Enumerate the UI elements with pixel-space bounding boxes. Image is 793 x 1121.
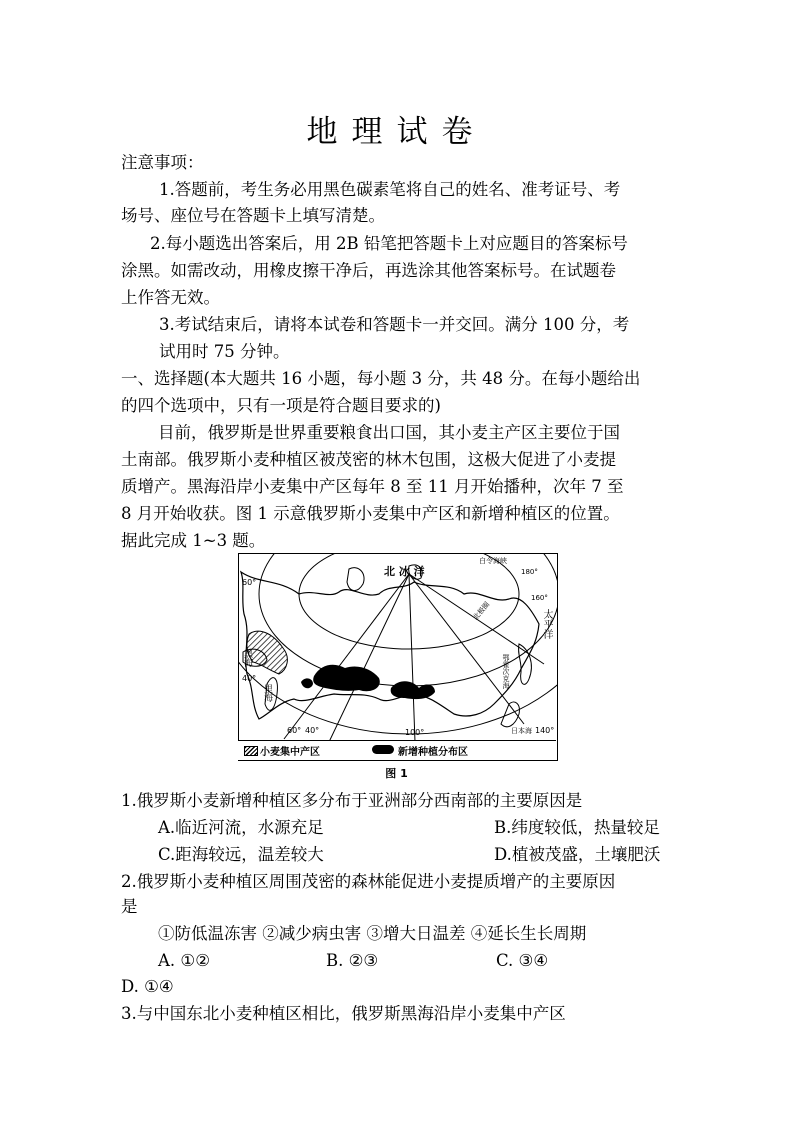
label-lat-60: 60° [242, 578, 257, 587]
meridian-100 [409, 574, 415, 742]
legend-wheat-concentrated: 小麦集中产区 [260, 747, 320, 758]
novaya-zemlya [347, 568, 364, 591]
black-swatch-icon [372, 745, 394, 754]
label-lon-180: 180° [521, 568, 538, 576]
new-planting-area-2 [391, 681, 435, 699]
new-planting-area-3 [301, 678, 313, 688]
label-lon-160: 160° [531, 594, 548, 602]
notice-item-2-line-2: 涂黑。如需改动，用橡皮擦干净后，再选涂其他答案标号。在试题卷 [121, 261, 616, 280]
passage-line-3: 质增产。黑海沿岸小麦集中产区每年 8 至 11 月开始播种，次年 7 至 [121, 477, 624, 496]
q2-statements: ①防低温冻害 ②减少病虫害 ③增大日温差 ④延长生长周期 [158, 924, 587, 943]
exam-title: 地理试卷 [306, 114, 487, 150]
label-bering-strait: 白令海峡 [479, 557, 507, 565]
label-black-sea: 黑海 [242, 649, 252, 667]
section-heading-line-1: 一、选择题(本大题共 16 小题，每小题 3 分，共 48 分。在每小题给出 [121, 369, 641, 388]
notice-item-3-line-1: 3.考试结束后，请将本试卷和答题卡一并交回。满分 100 分，考 [159, 315, 630, 334]
meridian-40 [284, 574, 409, 739]
legend-new-planting: 新增种植分布区 [398, 747, 468, 758]
notice-item-2-line-3: 上作答无效。 [121, 288, 220, 307]
q1-option-b: B.纬度较低，热量较足 [494, 818, 660, 837]
q2-option-d: D. ①④ [121, 977, 174, 996]
russia-coastline [241, 572, 539, 719]
passage-line-4: 8 月开始收获。图 1 示意俄罗斯小麦集中产区和新增种植区的位置。 [121, 504, 620, 523]
q1-option-a: A.临近河流，水源充足 [158, 818, 324, 837]
kamchatka [519, 644, 532, 684]
figure-caption: 图 1 [385, 767, 408, 780]
q1-option-c: C.距海较远，温差较大 [158, 845, 324, 864]
label-arctic-ocean: 北 冰 洋 [384, 565, 425, 578]
q1-stem: 1.俄罗斯小麦新增种植区多分布于亚洲部分西南部的主要原因是 [121, 791, 583, 810]
q3-stem: 3.与中国东北小麦种植区相比，俄罗斯黑海沿岸小麦集中产区 [121, 1004, 566, 1023]
q2-stem-line-2: 是 [121, 897, 138, 916]
notice-item-2-line-1: 2.每小题选出答案后，用 2B 铅笔把答题卡上对应题目的答案标号 [150, 234, 628, 253]
notice-item-1-line-1: 1.答题前，考生务必用黑色碳素笔将自己的姓名、准考证号、考 [159, 180, 621, 199]
q2-option-b: B. ②③ [326, 951, 379, 970]
q2-stem-line-1: 2.俄罗斯小麦种植区周围茂密的森林能促进小麦提质增产的主要原因 [121, 872, 616, 891]
q2-option-c: C. ③④ [496, 951, 549, 970]
label-pacific-ocean: 太平洋 [541, 609, 552, 639]
meridian-60 [329, 574, 409, 742]
map-legend [238, 740, 556, 760]
label-lon-140: 140° [535, 726, 555, 735]
label-lat-40: 40° [242, 674, 257, 683]
label-lon-40: 40° [305, 726, 320, 735]
notice-item-1-line-2: 场号、座位号在答题卡上填写清楚。 [121, 206, 385, 225]
lat-circle-40 [239, 554, 557, 734]
section-heading-line-2: 的四个选项中，只有一项是符合题目要求的) [121, 396, 441, 415]
meridian-140 [409, 574, 524, 724]
notice-heading: 注意事项： [121, 153, 204, 172]
passage-line-2: 土南部。俄罗斯小麦种植区被茂密的林木包围，这极大促进了小麦提 [121, 450, 616, 469]
label-okhotsk-sea: 鄂霍次克海 [502, 654, 510, 689]
passage-line-5: 据此完成 1~3 题。 [121, 531, 266, 550]
q1-option-d: D.植被茂盛，土壤肥沃 [494, 845, 661, 864]
label-lon-100: 100° [405, 728, 425, 737]
new-planting-area-1 [313, 665, 380, 692]
hatch-swatch-icon [244, 746, 258, 756]
label-caspian-sea: 里海 [262, 684, 272, 702]
label-arctic-circle: 北极圈 [471, 600, 492, 622]
notice-item-3-line-2: 试用时 75 分钟。 [159, 342, 290, 361]
label-lon-60: 60° [287, 726, 302, 735]
russia-wheat-map [238, 553, 558, 761]
passage-line-1: 目前，俄罗斯是世界重要粮食出口国，其小麦主产区主要位于国 [158, 423, 620, 442]
label-japan-sea: 日本海 [511, 727, 532, 735]
q2-option-a: A. ①② [158, 951, 210, 970]
